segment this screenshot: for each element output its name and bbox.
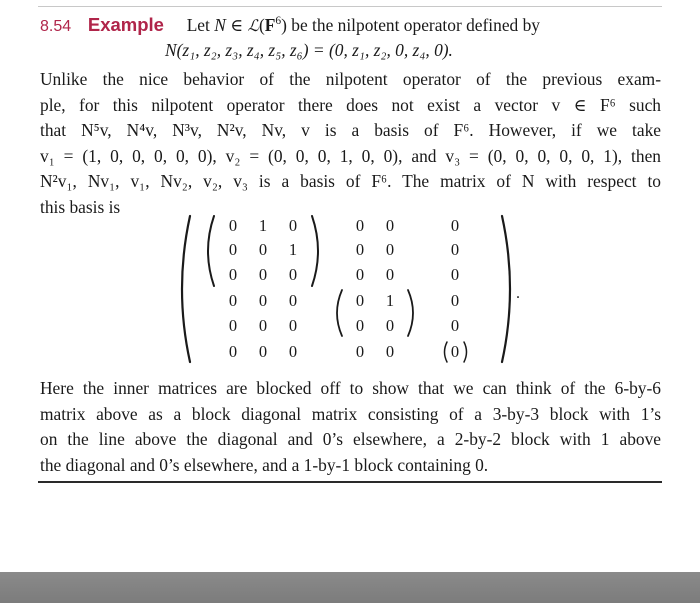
matrix-cell: 0: [450, 342, 460, 361]
top-divider: [38, 6, 662, 7]
outer-left-paren: [182, 216, 190, 362]
matrix-cell: 0: [288, 291, 298, 310]
in-symbol: ∈: [230, 15, 244, 35]
closing-line-4: the diagonal and 0’s elsewhere, and a 1-by-1 block containing 0.: [40, 454, 489, 475]
matrix-cell: 0: [385, 216, 395, 235]
matrix-cell: 0: [385, 342, 395, 361]
matrix-cell: 0: [450, 316, 460, 335]
field-f: F: [264, 15, 276, 35]
field-exponent: 6: [275, 15, 282, 27]
matrix-cell: 0: [228, 342, 238, 361]
matrix-cell: 0: [355, 216, 365, 235]
matrix-cell: 1: [288, 240, 298, 259]
example-heading-line: 8.54 Example Let N ∈ $ℒ(F^6)$ be the nilpotent operator defined by: [40, 14, 540, 35]
matrix-cell: 0: [258, 240, 268, 259]
matrix-cell: 0: [228, 291, 238, 310]
let-word: Let: [186, 15, 210, 35]
outer-right-paren: [502, 216, 510, 362]
matrix-cell: 0: [228, 240, 238, 259]
block1-right-paren: [312, 216, 318, 286]
matrix-cell: 0: [288, 265, 298, 284]
matrix-cell: 0: [450, 291, 460, 310]
matrix-cell: 0: [258, 342, 268, 361]
closing-paragraph: [40, 376, 661, 478]
para-line-4: v₁ = (1, 0, 0, 0, 0, 0), v₂ = (0, 0, 0, 1, 0, 0), and v₃ = (0, 0, 0, 0, 0, 1), then: [40, 145, 661, 166]
block2-right-paren: [408, 290, 413, 336]
matrix-period: .: [516, 285, 520, 302]
matrix-cell: 0: [258, 316, 268, 335]
footer-bar: [0, 572, 700, 603]
bottom-divider: [38, 481, 662, 483]
matrix-cell: 0: [450, 265, 460, 284]
matrix-cell: 0: [450, 216, 460, 235]
definition-formula: N(z₁, z₂, z₃, z₄, z₅, z₆) = (0, z₁, z₂, 0, z₄, 0).: [165, 40, 453, 60]
matrix-cell: 0: [355, 342, 365, 361]
example-title: Example: [87, 14, 164, 35]
block3-left-paren: [445, 342, 448, 362]
matrix-cell: 0: [355, 291, 365, 310]
heading-rest: be the nilpotent operator defined by: [291, 15, 540, 35]
para-line-3: that N⁵v, N⁴v, N³v, N²v, Nv, v is a basis of F⁶. However, if we take: [40, 120, 661, 141]
matrix-cell: 0: [355, 265, 365, 284]
matrix-cell: 0: [228, 216, 238, 235]
matrix-cell: 0: [385, 265, 395, 284]
matrix-cell: 0: [355, 240, 365, 259]
matrix-cell: 0: [355, 316, 365, 335]
matrix-cell: 1: [385, 291, 395, 310]
block-matrix: [176, 214, 526, 364]
closing-line-3: on the line above the diagonal and 0’s elsewhere, a 2-by-2 block with 1 above: [40, 429, 661, 450]
matrix-cell: 0: [450, 240, 460, 259]
paragraph: [40, 67, 661, 221]
script-l: ℒ: [247, 16, 259, 35]
matrix-cell: 0: [385, 316, 395, 335]
matrix-cell: 0: [288, 216, 298, 235]
matrix-cell: 0: [258, 265, 268, 284]
para-line-1: Unlike the nice behavior of the nilpotent operator of the previous exam-: [40, 69, 661, 89]
matrix-cell: 0: [228, 316, 238, 335]
block3-right-paren: [464, 342, 467, 362]
closing-line-2: matrix above as a block diagonal matrix consisting of a 3-by-3 block with 1’s: [40, 403, 661, 424]
matrix-cell: 1: [258, 216, 268, 235]
para-line-2: ple, for this nilpotent operator there does not exist a vector v ∈ F⁶ such: [40, 94, 661, 115]
matrix-cell: 0: [288, 342, 298, 361]
matrix-cell: 0: [228, 265, 238, 284]
block1-left-paren: [208, 216, 214, 286]
para-line-6: this basis is: [40, 196, 121, 217]
block2-left-paren: [337, 290, 342, 336]
closing-line-1: Here the inner matrices are blocked off to show that we can think of the 6-by-6: [40, 378, 661, 398]
matrix-cell: 0: [288, 316, 298, 335]
example-number: 8.54: [40, 18, 72, 35]
para-line-5: N²v₁, Nv₁, v₁, Nv₂, v₂, v₃ is a basis of F⁶. The matrix of N with respect to: [40, 171, 661, 192]
matrix-cell: 0: [385, 240, 395, 259]
matrix-cell: 0: [258, 291, 268, 310]
operator-n: N: [214, 15, 226, 35]
